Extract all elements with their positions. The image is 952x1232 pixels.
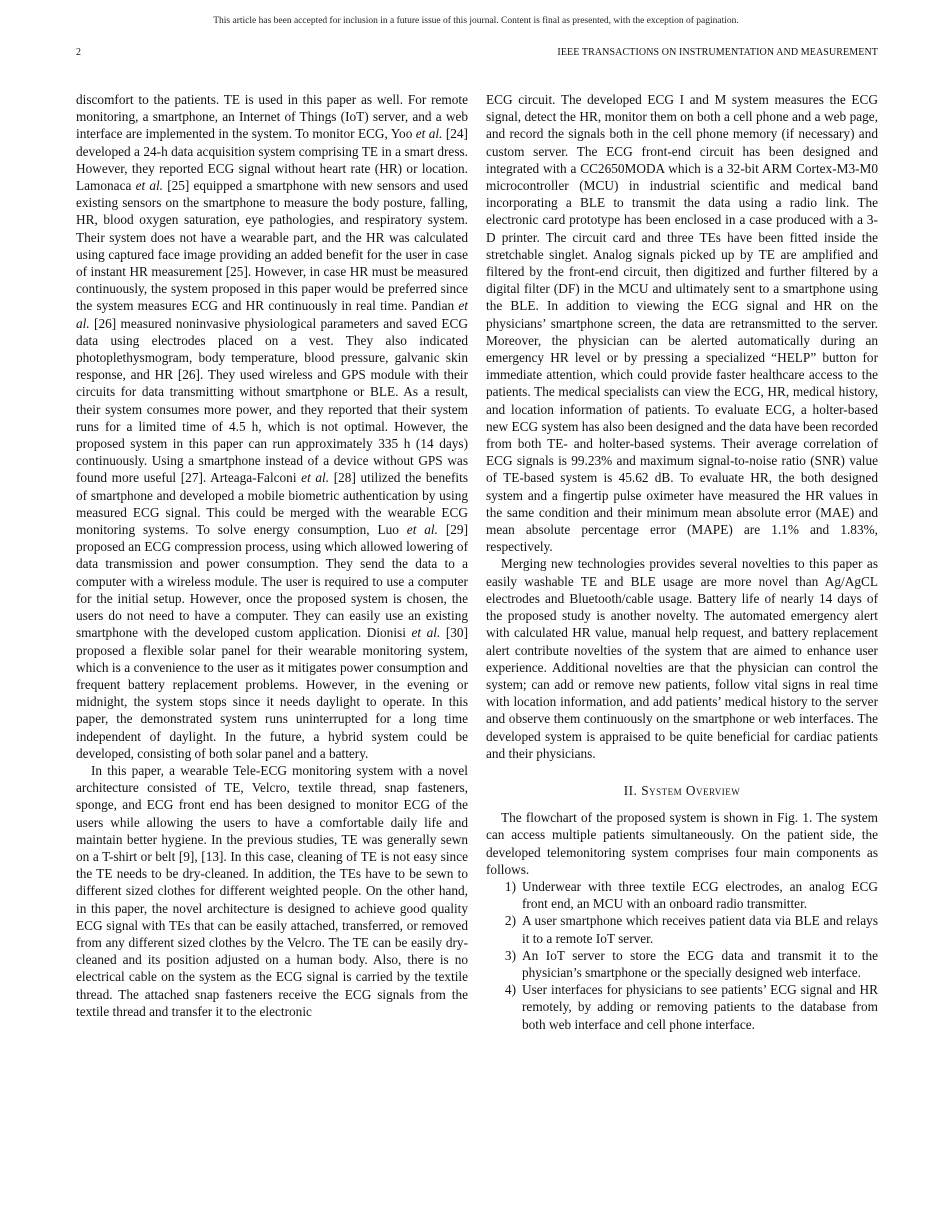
list-text: A user smartphone which receives patient data via BLE and relays it to a remote IoT server. (522, 913, 878, 946)
list-number: 1) (504, 878, 516, 894)
page-number: 2 (76, 47, 82, 58)
list-text: User interfaces for physicians to see patients’ ECG signal and HR remotely, by adding or removing patients to the database from both web interface and cell phone interface. (522, 982, 878, 1032)
list-item (486, 878, 878, 912)
right-column (486, 91, 878, 1033)
body-paragraph (76, 91, 468, 762)
list-item (486, 912, 878, 946)
citation-etal: et al. (135, 178, 164, 194)
left-column (76, 91, 468, 1020)
journal-title: IEEE TRANSACTIONS ON INSTRUMENTATION AND MEASUREMENT (557, 47, 878, 58)
text-run: [29] proposed an ECG compression process, using which allowed lowering of data transmission and power consumption. They send the data to a computer with a wireless module. The user is required to use a computer for the initial setup. However, once the proposed system is chosen, the users do not need to have a computer. They can easily use an existing smartphone with the developed custom application. Dionisi (76, 522, 468, 641)
list-text: An IoT server to store the ECG data and transmit it to the physician’s smartphone or the specially designed web interface. (522, 947, 878, 980)
body-paragraph: ECG circuit. The developed ECG I and M system measures the ECG signal, detect the HR, monitor them on both a cell phone and a web page, and record the signals both in the cell phone memory (if necessary) and custom server. The ECG front-end circuit has been designed and integrated with a CC2650MODA which is a 32-bit ARM Cortex-M3-M0 microcontroller (MCU) in industrial scientific and medical band incorporating a BLE to transmit the data using a radio link. The electronic card prototype has been enclosed in a case produced with a 3-D printer. The circuit card and three TEs have been fitted inside the stretchable singlet. Analog signals picked up by TE are amplified and filtered by the front-end circuit, then digitized and further filtered by a digital filter (DF) in the MCU and ultimately sent to a smartphone using the BLE. In addition to viewing the ECG signal and HR on the physicians’ smartphone screen, the data are retransmitted to the server. Moreover, the physician can be alerted automatically during an emergency HR level or by pressing a specialized “HELP” button for immediate attention, which could provide faster healthcare access to the patients. The medical specialists can view the ECG, HR, medical history, and location information of patients. To evaluate ECG, a holter-based new ECG system has also been designed and the data have been recorded from both TE- and holter-based systems. Their average correlation of ECG signals is 99.23% and maximum signal-to-noise ratio (SNR) value of TE-based system is 45.62 dB. To evaluate HR, the both designed system and a fingertip pulse oximeter have measured the HR values in the same condition and their minimum mean absolute error (MAE) and mean absolute percentage error (MAPE) are 1.1% and 1.83%, respectively. (486, 92, 878, 555)
text-run: [26] measured noninvasive physiological parameters and saved ECG data using electrodes placed on a vest. They also indicated photoplethysmogram, body temperature, blood pressure, galvanic skin response, and HR [26]. They used wireless and GPS module with their circuits for data transmitting without smartphone or BLE. As a result, their system consumes more power, and they reported that their system runs for a limited time of 4.5 h, which is not optimal. However, the proposed system in this paper can run approximately 335 h (14 days) continuously. Using a smartphone instead of a device without GPS was found more useful [27]. Arteaga-Falconi (76, 315, 468, 486)
list-number: 2) (504, 913, 516, 929)
component-list (486, 878, 878, 1033)
text-run: [30] proposed a flexible solar panel for their wearable monitoring system, which is a convenience to the user as it mitigates power consumption and frequent battery replacement problems. However, in the evening or midnight, the system stops since it needs daylight to operate. In this paper, the demonstrated system runs uninterrupted for a long time independent of daylight. In the future, a hybrid system could be developed, consisting of both solar panel and a battery. (76, 625, 468, 761)
running-header (76, 47, 878, 58)
section-heading: II. System Overview (623, 782, 741, 798)
citation-etal: et al. (415, 126, 443, 142)
acceptance-banner: This article has been accepted for inclusion in a future issue of this journal. Content is final as presented, with the exception of pagination. (213, 16, 739, 26)
body-paragraph: Merging new technologies provides several novelties to this paper as easily washable TE and BLE usage are more novel than Ag/AgCL electrodes and Bluetooth/cable usage. Battery life of nearly 14 days of the proposed study is another novelty. The automated emergency alert with calculated HR value, manual help request, and battery replacement alert contribute novelties of the system that are aimed to enhance user experience. Additional novelties are that the physician can control the system; can add or remove new patients, follow vital signs in real time with location information, and add patients’ medical history to the server and observe them continuously on the smartphone or web interfaces. The developed system is appraised to be quite beneficial for cardiac patients and their physicians. (486, 556, 878, 761)
text-run: [28] utilized the benefits of smartphone and developed a mobile biometric authentication by using measured ECG signal. This could be merged with the wearable ECG monitoring systems. To solve energy consumption, Luo (76, 470, 468, 538)
list-item (486, 947, 878, 981)
citation-etal: et al. (76, 298, 468, 331)
citation-etal: et al. (411, 625, 441, 641)
list-item (486, 981, 878, 1033)
citation-etal: et al. (301, 470, 330, 486)
list-number: 3) (504, 947, 516, 963)
body-paragraph: The flowchart of the proposed system is shown in Fig. 1. The system can access multiple patients simultaneously. On the patient side, the developed telemonitoring system comprises four main components as follows. (486, 810, 878, 877)
list-text: Underwear with three textile ECG electrodes, an analog ECG front end, an MCU with an onboard radio transmitter. (522, 878, 878, 912)
text-run: [25] equipped a smartphone with new sensors and used existing sensors on the smartphone to measure the body posture, falling, HR, blood oxygen saturation, eye pathologies, and respiratory system. Their system does not have a wearable part, and the HR was calculated using captured face image providing an added benefit for the user in case of instant HR measurement [25]. However, in case HR must be measured continuously, the system proposed in this paper would be preferred since the system measures ECG and HR continuously in real time. Pandian (76, 178, 469, 314)
list-number: 4) (504, 982, 516, 998)
body-paragraph: In this paper, a wearable Tele-ECG monitoring system with a novel architecture consisted of TE, Velcro, textile thread, snap fasteners, sponge, and ECG front end has been designed to monitor ECG of the users while allowing the users to have a comfortable daily life and maintain better hygiene. In the previous studies, TE was generally sewn on a T-shirt or belt [9], [13]. In this case, cleaning of TE is not easy since the TE needs to be dry-cleaned. In addition, the TEs have to be sewn to different sized clothes for different weighted people. On the other hand, in this paper, the novel architecture is designed to achieve good quality ECG signal with TEs that can be easily attached, transferred, or removed from any different sized clothes by the Velcro. The TE can be easily dry-cleaned and its position adjusted on a human body. Also, there is no electrical cable on the system as the ECG signal is carried by the textile thread. The attached snap fasteners receive the ECG signals from the textile thread and transfer it to the electronic (76, 762, 468, 1019)
text-run: [24] developed a 24-h data acquisition system comprising TE in a smart dress. However, they reported ECG signal without heart rate (HR) or location. Lamonaca (76, 126, 468, 194)
text-run: discomfort to the patients. TE is used in this paper as well. For remote monitoring, a smartphone, an Internet of Things (IoT) server, and a web interface are implemented in the system. To monitor ECG, Yoo (76, 92, 468, 142)
citation-etal: et al. (406, 522, 438, 538)
